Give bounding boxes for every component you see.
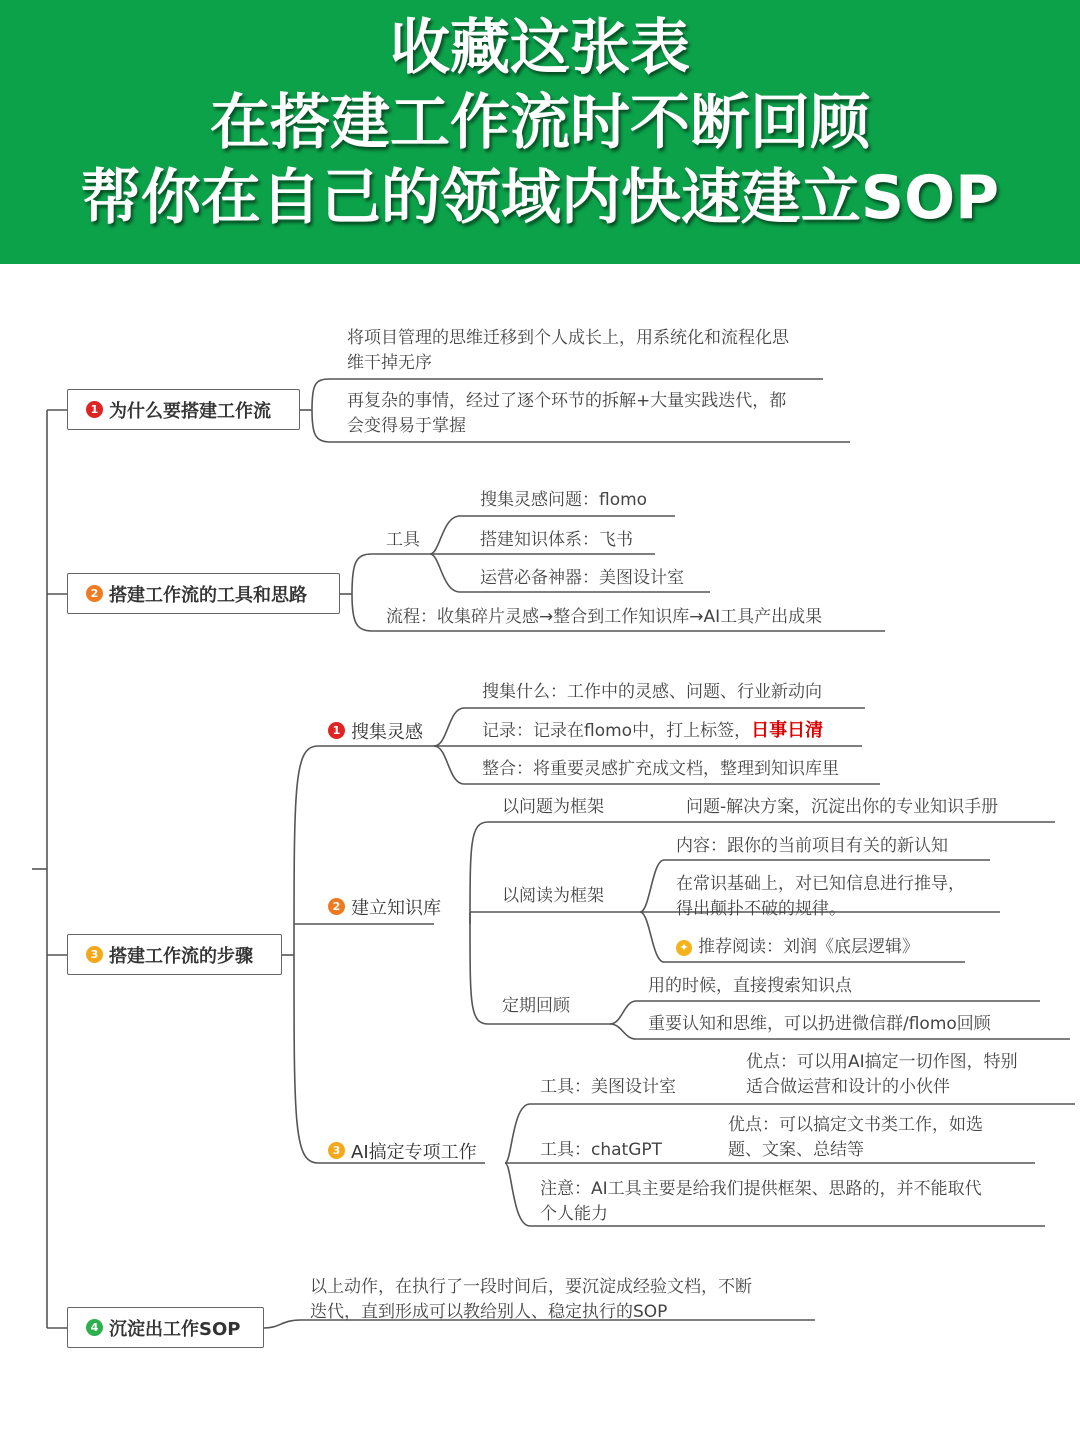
ai-tool1-desc-line1: 优点：可以用AI搞定一切作图，特别 <box>746 1052 1018 1072</box>
tools-tool-1: 搜集灵感问题：flomo <box>480 490 648 510</box>
kb-review-2: 重要认知和思维，可以扔进微信群/flomo回顾 <box>648 1014 991 1034</box>
tools-tool-label: 工具 <box>386 530 420 550</box>
sop-desc-line2: 迭代，直到形成可以教给别人、稳定执行的SOP <box>310 1302 668 1322</box>
steps-connector-ai <box>294 955 485 1163</box>
node-why <box>67 389 300 430</box>
why-point2-line1: 再复杂的事情，经过了逐个环节的拆解+大量实践迭代，都 <box>347 391 787 411</box>
kb-reading-reason-line1: 在常识基础上，对已知信息进行推导， <box>676 874 965 894</box>
kb-review-label: 定期回顾 <box>502 996 570 1016</box>
number-badge-1: 1 <box>86 401 103 418</box>
title-banner <box>0 0 1080 264</box>
node-collect-label: 搜集灵感 <box>351 721 423 743</box>
node-collect <box>328 718 423 743</box>
node-kb-label: 建立知识库 <box>351 897 441 919</box>
tools-tool-2: 搭建知识体系：飞书 <box>480 530 633 550</box>
tools-process: 流程：收集碎片灵感→整合到工作知识库→AI工具产出成果 <box>386 607 823 627</box>
kb-reading-recommend <box>676 935 919 960</box>
number-badge-2: 2 <box>86 585 103 602</box>
kb-reading-reason-line2: 得出颠扑不破的规律。 <box>676 899 846 919</box>
number-badge-collect: 1 <box>328 722 345 739</box>
kb-reading-content: 内容：跟你的当前项目有关的新认知 <box>676 836 948 856</box>
title-line-3: 帮你在自己的领域内快速建立SOP <box>80 163 1000 233</box>
node-sop <box>67 1307 264 1348</box>
number-badge-3: 3 <box>86 946 103 963</box>
node-steps <box>67 934 282 975</box>
title-line-1: 收藏这张表 <box>390 13 690 83</box>
collect-record-text: 记录：记录在flomo中，打上标签， <box>482 721 752 741</box>
node-sop-label: 沉淀出工作SOP <box>109 1318 241 1340</box>
collect-what: 搜集什么：工作中的灵感、问题、行业新动向 <box>482 682 822 702</box>
node-tools <box>67 573 340 614</box>
node-steps-label: 搭建工作流的步骤 <box>109 945 253 967</box>
ai-note-line2: 个人能力 <box>540 1204 608 1224</box>
ai-tool1-label: 工具：美图设计室 <box>540 1077 676 1097</box>
kb-problem-label: 以问题为框架 <box>502 797 604 817</box>
collect-integrate: 整合：将重要灵感扩充成文档，整理到知识库里 <box>482 759 839 779</box>
star-icon: ✦ <box>676 940 692 956</box>
ai-tool2-desc-line2: 题、文案、总结等 <box>728 1140 864 1160</box>
ai-tool2-label: 工具：chatGPT <box>540 1140 663 1160</box>
tools-connector-tool <box>352 554 430 594</box>
tools-tool-3: 运营必备神器：美图设计室 <box>480 568 684 588</box>
why-point1-line2: 维干掉无序 <box>347 353 432 373</box>
ai-tool2-desc-line1: 优点：可以搞定文书类工作，如选 <box>728 1115 983 1135</box>
why-point1-line1: 将项目管理的思维迁移到个人成长上，用系统化和流程化思 <box>347 328 789 348</box>
kb-review-1: 用的时候，直接搜索知识点 <box>648 976 852 996</box>
ai-note-line1: 注意：AI工具主要是给我们提供框架、思路的，并不能取代 <box>540 1179 982 1199</box>
kb-reading-label: 以阅读为框架 <box>502 886 604 906</box>
node-ai <box>328 1138 477 1163</box>
why-point2-line2: 会变得易于掌握 <box>347 416 466 436</box>
node-kb <box>328 894 441 919</box>
collect-record-highlight: 日事日清 <box>751 720 824 741</box>
number-badge-4: 4 <box>86 1319 103 1336</box>
sop-desc-line1: 以上动作，在执行了一段时间后，要沉淀成经验文档，不断 <box>310 1277 752 1297</box>
kb-reading-recommend-text: 推荐阅读：刘润《底层逻辑》 <box>698 937 919 957</box>
ai-tool1-desc-line2: 适合做运营和设计的小伙伴 <box>746 1077 950 1097</box>
node-ai-label: AI搞定专项工作 <box>351 1141 477 1163</box>
title-line-2: 在搭建工作流时不断回顾 <box>210 88 870 158</box>
number-badge-ai: 3 <box>328 1142 345 1159</box>
node-tools-label: 搭建工作流的工具和思路 <box>109 584 307 606</box>
kb-problem-desc: 问题-解决方案，沉淀出你的专业知识手册 <box>686 797 999 817</box>
number-badge-kb: 2 <box>328 898 345 915</box>
node-why-label: 为什么要搭建工作流 <box>109 400 271 422</box>
collect-record <box>482 718 823 744</box>
